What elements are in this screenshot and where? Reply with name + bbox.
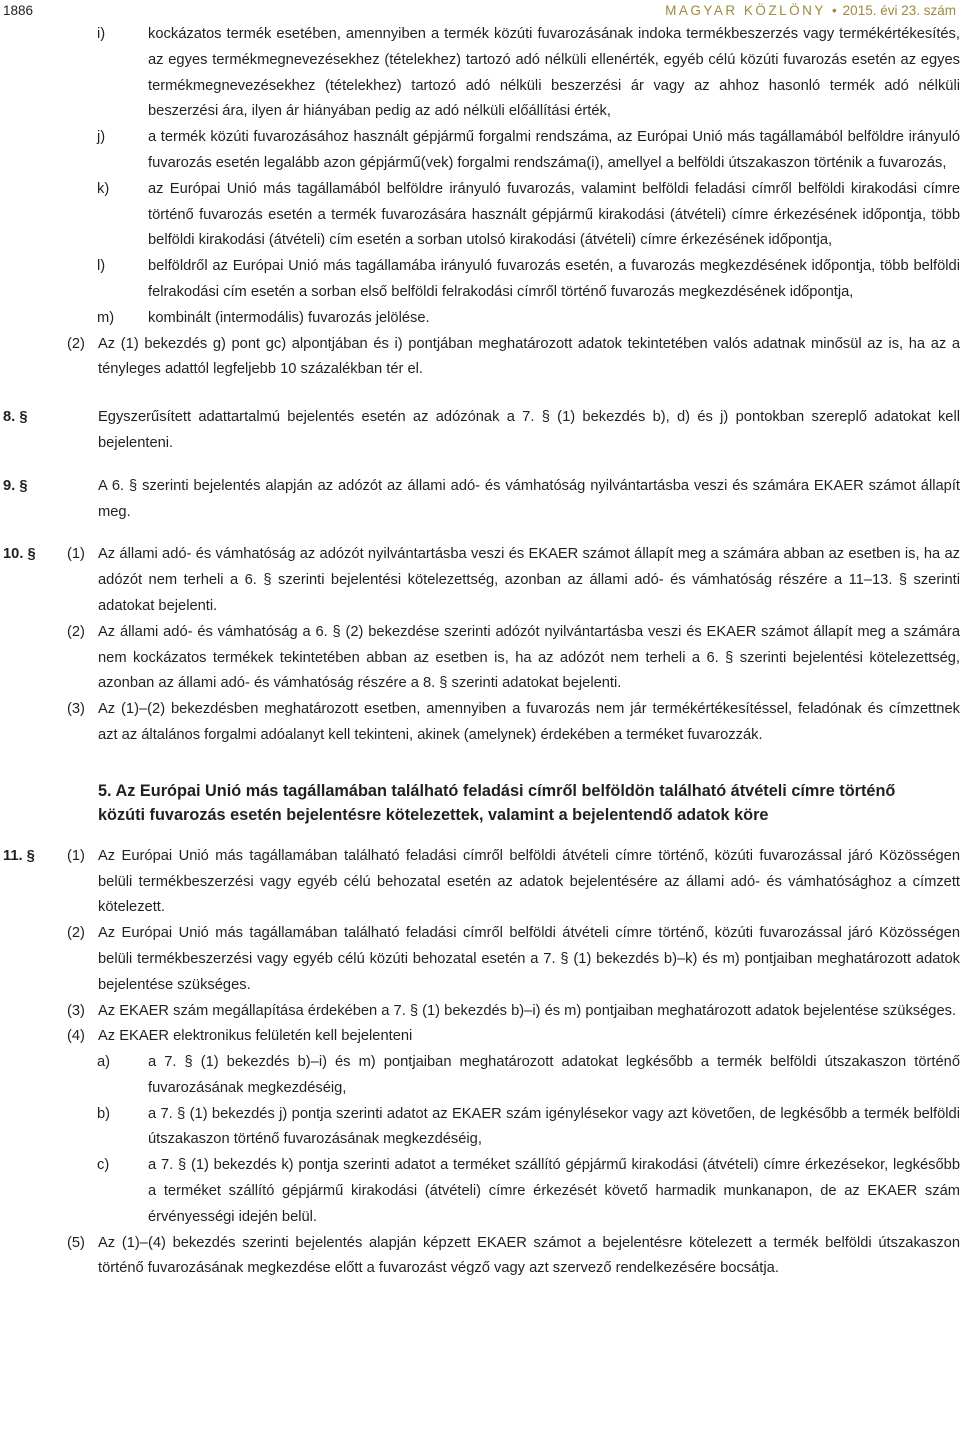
paragraph-label: (4) <box>67 1028 85 1045</box>
item-text: belföldről az Európai Unió más tagállamába irányuló fuvarozás esetén, a fuvarozás megkezdésének időpontja, több belföldi felrakodási cím esetén a sorban első belföldi felrakodási címről történő fuvarozás megkezdésének időpontja, <box>148 258 960 300</box>
item-label: i) <box>97 26 106 42</box>
item-text: az Európai Unió más tagállamából belföldre irányuló fuvarozás, valamint belföldi feladási címről belföldi kirakodási címre történő fuvarozás esetén a termék fuvarozására használt gépjármű kirakodási (átvételi) címre érkezésének időpontja, több belföldi kirakodási (átvételi) cím esetén a sorban utolsó kirakodási (átvételi) címre érkezésének időpontja, <box>148 180 960 249</box>
paragraph-label: (3) <box>67 1002 85 1019</box>
paragraph-label: (1) <box>67 847 85 864</box>
journal-title: MAGYAR KÖZLÖNY <box>665 3 826 18</box>
section-10 <box>0 542 960 619</box>
sub-item-a <box>0 1050 960 1102</box>
item-text: kombinált (intermodális) fuvarozás jelölése. <box>148 309 430 326</box>
section-label: 8. § <box>3 409 28 426</box>
paragraph-text: Az (1)–(2) bekezdésben meghatározott esetben, amennyiben a fuvarozás nem jár termékértékesítéssel, feladónak és címzettnek azt az általános forgalmi adóalanyt kell tekinteni, akinek (amelynek) érdekében a terméket fuvarozzák. <box>98 701 960 743</box>
paragraph-label: (3) <box>67 701 85 718</box>
section-text: A 6. § szerinti bejelentés alapján az adózót az állami adó- és vámhatóság nyilvántartásba veszi és számára EKAER számot állapít meg. <box>98 477 960 520</box>
section-11-paragraph-4 <box>0 1024 960 1050</box>
item-label: l) <box>97 258 106 275</box>
sub-item-c <box>0 1153 960 1230</box>
section-label: 10. § <box>3 546 36 563</box>
item-label: b) <box>97 1105 111 1122</box>
issue-info <box>665 3 956 18</box>
item-label: m) <box>97 309 115 326</box>
item-text: a termék közúti fuvarozásához használt gépjármű forgalmi rendszáma, az Európai Unió más tagállamából belföldre irányuló fuvarozás esetén legalább azon gépjármű(vek) forgalmi rendszáma(i), amellyel a belföldi útszakaszon történik a fuvarozás, <box>148 129 960 171</box>
page-header <box>0 0 960 22</box>
page-number: 1886 <box>3 3 34 18</box>
item-label: k) <box>97 180 110 197</box>
section-9 <box>0 474 960 526</box>
bullet-separator: • <box>831 3 837 18</box>
paragraph-text: Az (1)–(4) bekezdés szerinti bejelentés alapján képzett EKAER számot a bejelentésre kötelezett a termék belföldi útszakaszon történő fuvarozásának megkezdése előtt a fuvarozást végző vagy azt szervező rendelkezésére bocsátja. <box>98 1234 960 1277</box>
issue-number: 2015. évi 23. szám <box>842 3 956 18</box>
item-label: a) <box>97 1054 111 1071</box>
sub-item-b <box>0 1102 960 1154</box>
paragraph-label: (2) <box>67 335 85 352</box>
item-text: a 7. § (1) bekezdés k) pontja szerinti adatot a terméket szállító gépjármű kirakodási (átvételi) címre érkezésekor, legkésőbb a terméket szállító gépjármű kirakodási (átvételi) címre érkezését követő harmadik munkanapon, de az EKAER szám érvényességi idején belül. <box>148 1157 960 1225</box>
paragraph-label: (1) <box>67 546 85 563</box>
paragraph-text: Az (1) bekezdés g) pont gc) alpontjában és i) pontjában meghatározott adatok tekintetében valós adatnak minősül az is, ha az a tényleges adattól legfeljebb 10 százalékban tér el. <box>98 335 960 378</box>
paragraph-text: Az Európai Unió más tagállamában található feladási címről belföldi átvételi címre történő, közúti fuvarozással járó Közösségen belüli termékbeszerzési vagy egyéb célú közúti behozatal esetén a 7. § (1) bekezdés b)–k) és m) pontjaiban meghatározott adatok bejelentése szükséges. <box>98 925 960 993</box>
item-text: a 7. § (1) bekezdés b)–i) és m) pontjaiban meghatározott adatokat legkésőbb a termék belföldi útszakaszon történő fuvarozásának megkezdéséig, <box>148 1054 960 1096</box>
paragraph-text: Az állami adó- és vámhatóság a 6. § (2) bekezdése szerinti adózót nyilvántartásba veszi és EKAER számot állapít meg a számára nem kockázatos termékek tekintetében abban az esetben is, ha az adózót nem terheli a 6. § szerinti bejelentési kötelezettség, azonban az állami adó- és vámhatóság részére a 8. § szerinti adatokat bejelenti. <box>98 623 960 692</box>
section-10-paragraph-3 <box>0 697 960 749</box>
section-10-paragraph-2 <box>0 620 960 697</box>
list-item-j <box>0 125 960 177</box>
paragraph-text: Az EKAER szám megállapítása érdekében a 7. § (1) bekezdés b)–i) és m) pontjaiban meghatározott adatok bejelentése szükséges. <box>98 1002 957 1019</box>
list-item-k <box>0 177 960 254</box>
document-body <box>0 22 960 1282</box>
list-item-l <box>0 254 960 306</box>
section-8 <box>0 405 960 457</box>
section-11-paragraph-3 <box>0 999 960 1025</box>
section-text: Egyszerűsített adattartalmú bejelentés esetén az adózónak a 7. § (1) bekezdés b), d) és j) pontokban szereplő adatokat kell bejelenteni. <box>98 409 960 451</box>
section-label: 11. § <box>3 847 35 864</box>
list-item-i <box>0 22 960 125</box>
paragraph-text: Az EKAER elektronikus felületén kell bejelenteni <box>98 1028 413 1045</box>
item-label: c) <box>97 1157 110 1174</box>
chapter-heading: 5. Az Európai Unió más tagállamában található feladási címről belföldön található átvételi címre történő közúti fuvarozás esetén bejelentésre kötelezettek, valamint a bejelentendő adatok köre <box>98 781 896 824</box>
paragraph-label: (2) <box>67 925 85 942</box>
paragraph-label: (2) <box>67 623 85 640</box>
list-item-m <box>0 306 960 332</box>
section-11-paragraph-2 <box>0 921 960 998</box>
paragraph-label: (5) <box>67 1234 85 1251</box>
section-label: 9. § <box>3 477 28 494</box>
paragraph-2 <box>0 332 960 384</box>
paragraph-text: Az állami adó- és vámhatóság az adózót nyilvántartásba veszi és EKAER számot állapít meg a számára abban az esetben is, ha az adózót nem terheli a 6. § szerinti bejelentési kötelezettség, azonban az állami adó- és vámhatóság részére a 11–13. § szerinti adatokat bejelenti. <box>98 546 960 614</box>
section-11 <box>0 844 960 921</box>
section-11-paragraph-5 <box>0 1231 960 1283</box>
paragraph-text: Az Európai Unió más tagállamában található feladási címről belföldi átvételi címre történő, közúti fuvarozással járó Közösségen belüli termékbeszerzési vagy egyéb célú behozatal esetén az adatok bejelentésére az állami adó- és vámhatósághoz a címzett kötelezett. <box>98 847 960 916</box>
item-text: kockázatos termék esetében, amennyiben a termék közúti fuvarozásának indoka termékbeszerzés vagy termékértékesítés, az egyes termékmegnevezésekhez (tételekhez) tartozó adó nélküli ellenérték, egyéb célú közúti fuvarozás esetén az egyes termékmegnevezésekhez (tételekhez) tartozó adó nélküli beszerzési ár vagy az ahhoz hasonló termék adó nélküli beszerzési ára, ilyen ár hiányában pedig az adó nélküli előállítási érték, <box>148 26 960 120</box>
item-text: a 7. § (1) bekezdés j) pontja szerinti adatot az EKAER szám igénylésekor vagy azt követően, de legkésőbb a termék belföldi útszakaszon történő fuvarozásának megkezdéséig, <box>148 1105 960 1148</box>
item-label: j) <box>97 129 106 146</box>
